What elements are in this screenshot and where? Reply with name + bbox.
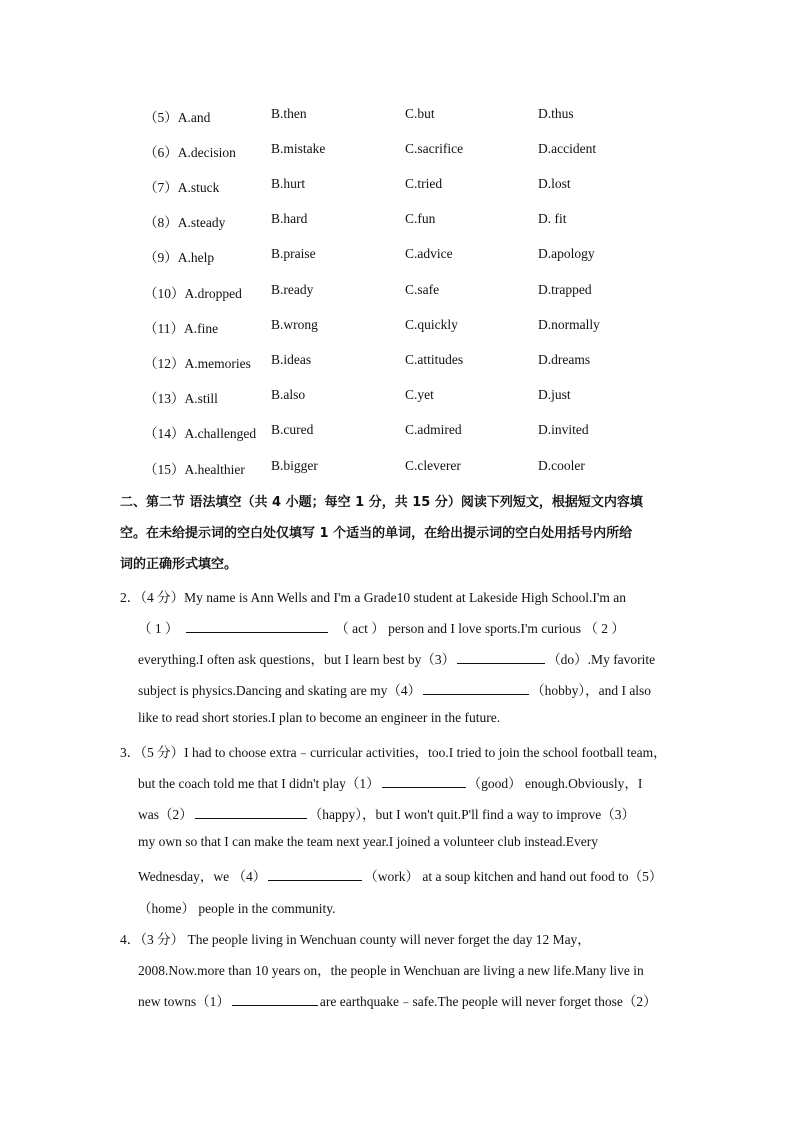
option-row xyxy=(0,176,794,196)
option-d: D.apology xyxy=(538,246,595,261)
option-d: D.normally xyxy=(538,317,600,332)
option-b: B.mistake xyxy=(271,141,326,156)
option-c: C.admired xyxy=(405,422,462,437)
question-text: （ act ） person and I love sports.I'm curious （ 2 ） xyxy=(335,621,625,636)
answer-blank[interactable] xyxy=(186,619,328,633)
blank-number: （ 1 ） xyxy=(138,621,179,636)
option-b: B.ideas xyxy=(271,352,312,367)
option-b: B.hurt xyxy=(271,176,306,191)
answer-blank[interactable] xyxy=(382,774,466,788)
option-a: （10）A.dropped xyxy=(144,286,242,301)
question-text: （home） people in the community. xyxy=(138,901,336,916)
option-row xyxy=(0,422,794,442)
option-c: C.sacrifice xyxy=(405,141,464,156)
option-c: C.attitudes xyxy=(405,352,464,367)
option-c: C.safe xyxy=(405,282,440,297)
option-a: （6）A.decision xyxy=(144,145,236,160)
question-text xyxy=(138,990,657,1010)
option-d: D. fit xyxy=(538,211,567,226)
option-a: （12）A.memories xyxy=(144,356,251,371)
option-b: B.wrong xyxy=(271,317,318,332)
question-text-part: subject is physics.Dancing and skating are my（4） xyxy=(138,683,422,698)
question-text xyxy=(138,648,655,668)
option-d: D.accident xyxy=(538,141,597,156)
option-c: C.advice xyxy=(405,246,453,261)
option-a: （11）A.fine xyxy=(144,321,219,336)
option-a: （15）A.healthier xyxy=(144,462,245,477)
option-d: D.trapped xyxy=(538,282,592,297)
question-text-part: （work） at a soup kitchen and hand out food to（5） xyxy=(364,869,663,884)
option-a: （7）A.stuck xyxy=(144,180,220,195)
option-a: （14）A.challenged xyxy=(144,426,257,441)
option-row xyxy=(0,106,794,126)
section-heading-line: 空。在未给提示词的空白处仅填写 1 个适当的单词，在给出提示词的空白处用括号内所给 xyxy=(120,526,633,541)
question-text: 4．（3 分） The people living in Wenchuan county will never forget the day 12 May， xyxy=(120,932,591,947)
question-text-part: but the coach told me that I didn't play（1） xyxy=(138,776,380,791)
option-c: C.tried xyxy=(405,176,443,191)
option-c: C.fun xyxy=(405,211,436,226)
option-b: B.then xyxy=(271,106,307,121)
option-a: （13）A.still xyxy=(144,391,218,406)
option-d: D.invited xyxy=(538,422,589,437)
question-text xyxy=(138,803,635,823)
option-row xyxy=(0,211,794,231)
option-c: C.but xyxy=(405,106,435,121)
option-row xyxy=(0,317,794,337)
question-text: 2．（4 分）My name is Ann Wells and I'm a Grade10 student at Lakeside High School.I'm an xyxy=(120,590,626,605)
question-text xyxy=(138,679,651,699)
option-b: B.cured xyxy=(271,422,314,437)
question-text-part: are earthquake﹣safe.The people will never forget those（2） xyxy=(319,994,657,1009)
option-a: （8）A.steady xyxy=(144,215,226,230)
answer-blank[interactable] xyxy=(232,992,318,1006)
question-text xyxy=(138,772,642,792)
section-heading-line: 词的正确形式填空。 xyxy=(120,557,238,572)
option-row xyxy=(0,141,794,161)
option-a: （9）A.help xyxy=(144,250,215,265)
option-c: C.yet xyxy=(405,387,434,402)
option-row xyxy=(0,246,794,266)
option-c: C.quickly xyxy=(405,317,458,332)
question-text: 2008.Now.more than 10 years on，the people in Wenchuan are living a new life.Many live in xyxy=(138,963,644,978)
option-b: B.ready xyxy=(271,282,314,297)
option-d: D.just xyxy=(538,387,571,402)
question-text: my own so that I can make the team next year.I joined a volunteer club instead.Every xyxy=(138,834,598,849)
option-c: C.cleverer xyxy=(405,458,461,473)
option-d: D.dreams xyxy=(538,352,591,367)
question-text xyxy=(138,617,625,637)
option-d: D.cooler xyxy=(538,458,585,473)
question-text-part: was（2） xyxy=(138,807,193,822)
question-text-part: （good） enough.Obviously，I xyxy=(467,776,643,791)
option-row xyxy=(0,352,794,372)
answer-blank[interactable] xyxy=(457,650,545,664)
question-text-part: new towns（1） xyxy=(138,994,230,1009)
option-b: B.praise xyxy=(271,246,316,261)
answer-blank[interactable] xyxy=(195,805,307,819)
question-text-part: everything.I often ask questions，but I learn best by（3） xyxy=(138,652,456,667)
question-text-part: Wednesday，we （4） xyxy=(138,869,267,884)
option-a: （5）A.and xyxy=(144,110,211,125)
option-b: B.hard xyxy=(271,211,308,226)
option-d: D.lost xyxy=(538,176,571,191)
question-text xyxy=(138,865,662,885)
question-text-part: （hobby），and I also xyxy=(531,683,652,698)
section-heading-line: 二、第二节 语法填空（共 4 小题；每空 1 分，共 15 分）阅读下列短文，根据短文内容填 xyxy=(120,495,643,510)
option-row xyxy=(0,282,794,302)
option-row xyxy=(0,458,794,478)
answer-blank[interactable] xyxy=(423,681,529,695)
option-b: B.also xyxy=(271,387,306,402)
question-text: like to read short stories.I plan to become an engineer in the future. xyxy=(138,710,501,725)
question-text-part: （happy），but I won't quit.P'll find a way to improve（3） xyxy=(308,807,635,822)
option-row xyxy=(0,387,794,407)
answer-blank[interactable] xyxy=(268,867,362,881)
question-text: 3．（5 分）I had to choose extra﹣curricular activities，too.I tried to join the school football team， xyxy=(120,745,667,760)
option-b: B.bigger xyxy=(271,458,318,473)
option-d: D.thus xyxy=(538,106,574,121)
question-text-part: （do）.My favorite xyxy=(547,652,656,667)
